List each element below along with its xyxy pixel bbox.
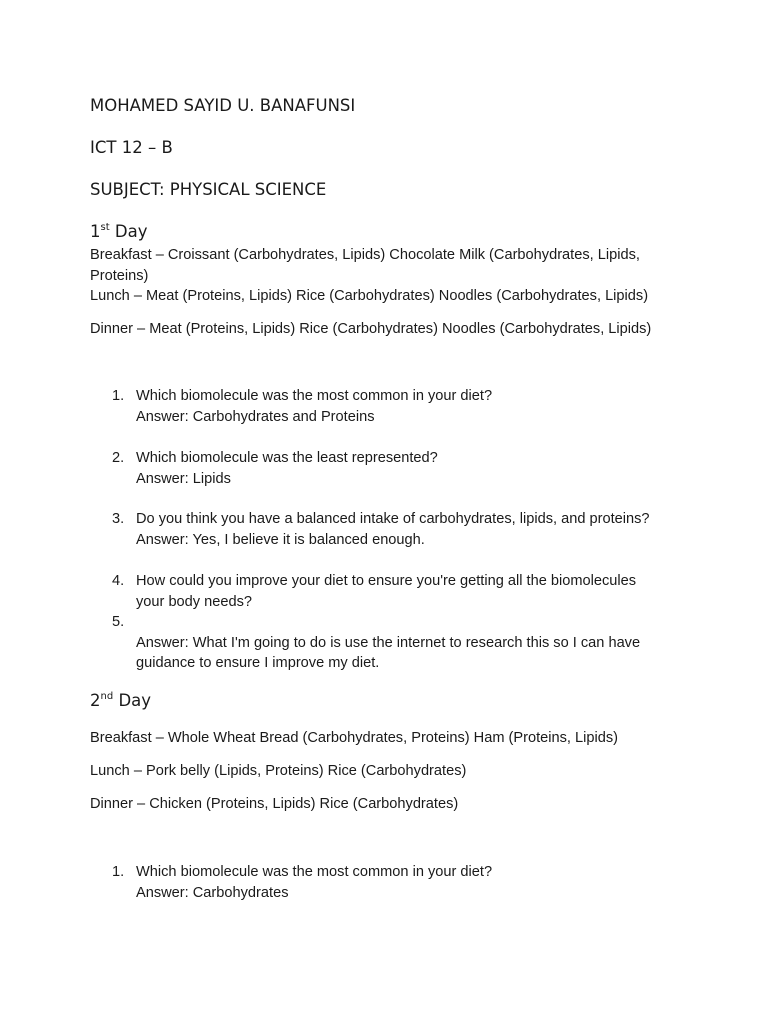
student-name: MOHAMED SAYID U. BANAFUNSI bbox=[90, 96, 356, 115]
day1-breakfast: Breakfast – Croissant (Carbohydrates, Lipids) Chocolate Milk (Carbohydrates, Lipids, Proteins) bbox=[90, 247, 640, 284]
answer-text: Answer: What I'm going to do is use the internet to research this so I can have guidance to ensure I improve my diet. bbox=[136, 634, 641, 671]
day1-lunch: Lunch – Meat (Proteins, Lipids) Rice (Carbohydrates) Noodles (Carbohydrates, Lipids) bbox=[90, 288, 649, 304]
day1-question-3 bbox=[112, 509, 692, 550]
day1-dinner: Dinner – Meat (Proteins, Lipids) Rice (Carbohydrates) Noodles (Carbohydrates, Lipids) bbox=[90, 321, 652, 337]
question-text: Do you think you have a balanced intake of carbohydrates, lipids, and proteins? bbox=[136, 511, 650, 527]
day2-label: Day bbox=[118, 691, 152, 710]
question-number: 4. bbox=[112, 573, 125, 589]
day1-question-5 bbox=[112, 612, 692, 674]
day1-heading bbox=[90, 222, 147, 245]
question-text: Which biomolecule was the least represented? bbox=[136, 450, 438, 466]
answer-text: Answer: Yes, I believe it is balanced enough. bbox=[136, 531, 425, 548]
question-text: Which biomolecule was the most common in your diet? bbox=[136, 864, 493, 880]
day2-question-1 bbox=[112, 862, 692, 903]
answer-text: Answer: Carbohydrates and Proteins bbox=[136, 408, 375, 425]
question-number: 5. bbox=[112, 614, 125, 630]
answer-text: Answer: Carbohydrates bbox=[136, 884, 289, 901]
question-text: Which biomolecule was the most common in your diet? bbox=[136, 388, 493, 404]
question-number: 1. bbox=[112, 388, 125, 404]
question-number: 1. bbox=[112, 864, 125, 880]
day2-number: 2 bbox=[90, 691, 101, 710]
day1-question-1 bbox=[112, 386, 692, 427]
day2-lunch: Lunch – Pork belly (Lipids, Proteins) Rice (Carbohydrates) bbox=[90, 763, 467, 779]
question-text: How could you improve your diet to ensure you're getting all the biomolecules your body needs? bbox=[136, 573, 637, 610]
day1-label: Day bbox=[114, 222, 148, 241]
question-number: 2. bbox=[112, 450, 125, 466]
day2-ordinal: nd bbox=[100, 691, 114, 702]
day1-question-4 bbox=[112, 571, 692, 612]
day2-dinner: Dinner – Chicken (Proteins, Lipids) Rice (Carbohydrates) bbox=[90, 796, 459, 812]
day1-question-2 bbox=[112, 448, 692, 489]
answer-text: Answer: Lipids bbox=[136, 470, 231, 487]
day2-heading bbox=[90, 691, 151, 714]
class-section: ICT 12 – B bbox=[90, 138, 173, 157]
question-number: 3. bbox=[112, 511, 125, 527]
day1-number: 1 bbox=[90, 222, 101, 241]
day2-breakfast: Breakfast – Whole Wheat Bread (Carbohydrates, Proteins) Ham (Proteins, Lipids) bbox=[90, 730, 619, 746]
day1-ordinal: st bbox=[100, 222, 110, 233]
subject-line: SUBJECT: PHYSICAL SCIENCE bbox=[90, 180, 327, 199]
